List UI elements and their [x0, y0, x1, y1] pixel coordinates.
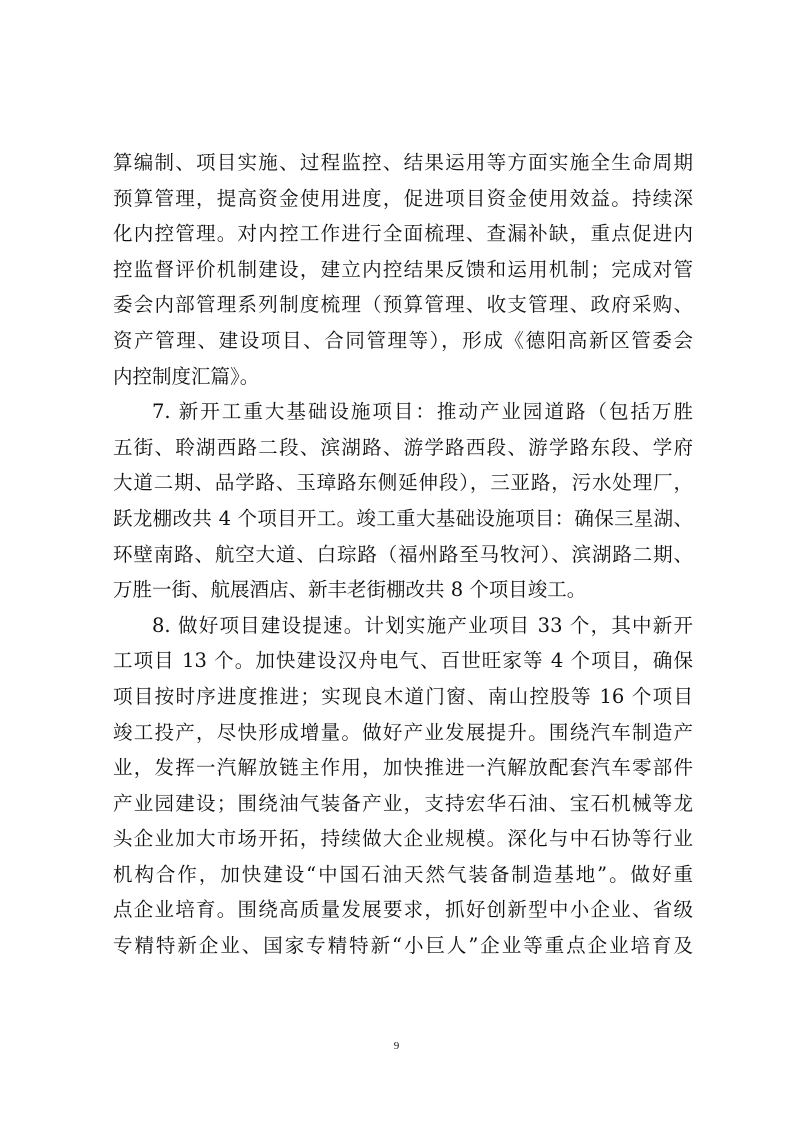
- text-line: 化内控管理。对内控工作进行全面梳理、查漏补缺，重点促进内: [113, 222, 693, 246]
- text-line: 竣工投产，尽快形成增量。做好产业发展提升。围绕汽车制造产: [113, 720, 693, 744]
- text-line: 产业园建设；围绕油气装备产业，支持宏华石油、宝石机械等龙: [113, 791, 693, 815]
- paragraph-budget-control: [113, 145, 693, 394]
- text-line: 跃龙棚改共 4 个项目开工。竣工重大基础设施项目：确保三星湖、: [113, 506, 693, 530]
- text-line: 万胜一街、航展酒店、新丰老街棚改共 8 个项目竣工。: [113, 578, 587, 602]
- text-line: 控监督评价机制建设，建立内控结果反馈和运用机制；完成对管: [113, 257, 693, 281]
- text-line: 算编制、项目实施、过程监控、结果运用等方面实施全生命周期: [113, 151, 693, 174]
- page-number: 9: [393, 1040, 400, 1052]
- text-line: 点企业培育。围绕高质量发展要求，抓好创新型中小企业、省级: [113, 898, 693, 922]
- text-line: 项目按时序进度推进；实现良木道门窗、南山控股等 16 个项目: [113, 684, 693, 708]
- paragraph-industrial-projects: [113, 608, 693, 964]
- text-line: 工项目 13 个。加快建设汉舟电气、百世旺家等 4 个项目，确保: [113, 649, 693, 673]
- text-line: 五街、聆湖西路二段、滨湖路、游学路西段、游学路东段、学府: [113, 435, 693, 459]
- text-line: 头企业加大市场开拓，持续做大企业规模。深化与中石协等行业: [113, 827, 693, 851]
- paragraph-infrastructure-projects: [113, 394, 693, 608]
- text-line: 专精特新企业、国家专精特新“小巨人”企业等重点企业培育及: [113, 934, 693, 958]
- text-line: 机构合作，加快建设“中国石油天然气装备制造基地”。做好重: [113, 862, 693, 886]
- body-text: [113, 145, 693, 964]
- text-line: 业，发挥一汽解放链主作用，加快推进一汽解放配套汽车零部件: [113, 756, 693, 780]
- text-line: 环壁南路、航空大道、白琮路（福州路至马牧河）、滨湖路二期、: [113, 542, 693, 566]
- text-line: 预算管理，提高资金使用进度，促进项目资金使用效益。持续深: [113, 186, 693, 210]
- text-line: 内控制度汇篇》。: [113, 364, 260, 388]
- text-line: 委会内部管理系列制度梳理（预算管理、收支管理、政府采购、: [113, 293, 693, 317]
- text-line: 资产管理、建设项目、合同管理等），形成《德阳高新区管委会: [113, 328, 693, 352]
- text-line: 8. 做好项目建设提速。计划实施产业项目 33 个，其中新开: [152, 613, 693, 637]
- text-line: 7. 新开工重大基础设施项目：推动产业园道路（包括万胜: [152, 400, 693, 424]
- text-line: 大道二期、品学路、玉璋路东侧延伸段），三亚路，污水处理厂，: [113, 471, 693, 495]
